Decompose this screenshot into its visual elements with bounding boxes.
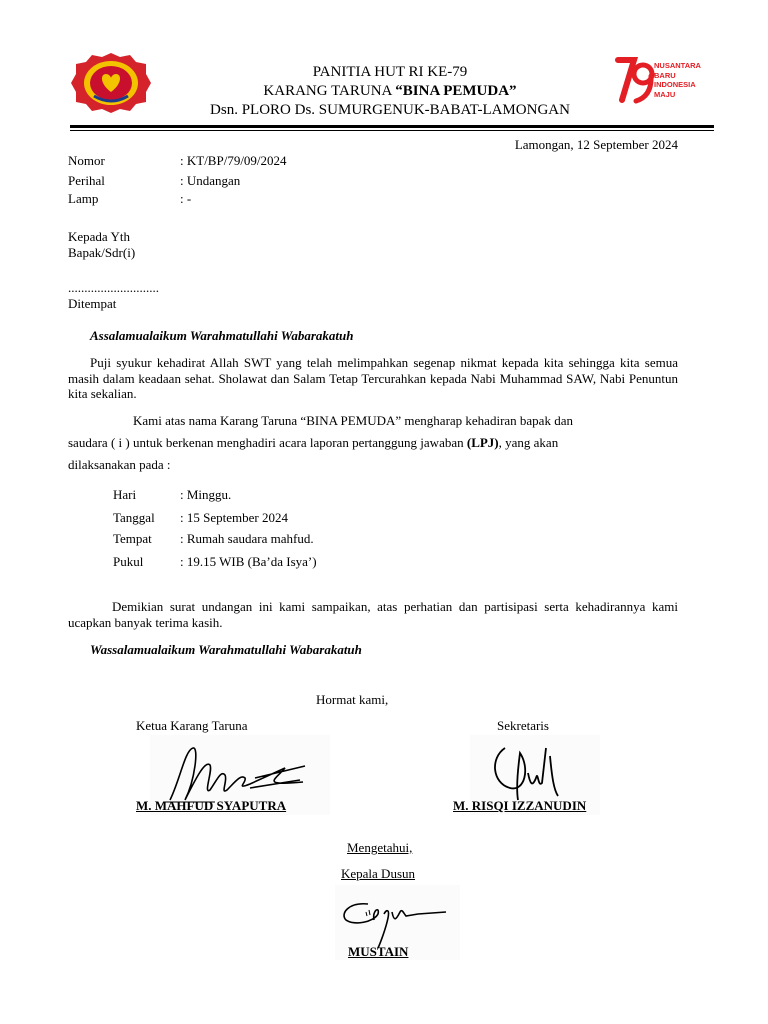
header-rule-thin — [70, 130, 714, 131]
letter-date: Lamongan, 12 September 2024 — [514, 137, 678, 152]
79-emblem-icon — [612, 54, 656, 108]
ketua-name: M. MAHFUD SYAPUTRA — [136, 798, 287, 813]
body-paragraph-3: Demikian surat undangan ini kami sampaikan, atas perhatian dan partisipasi serta kehadirannya kami ucapkan banyak terima kasih. — [68, 599, 678, 630]
event-label: Tempat — [113, 531, 152, 546]
sekretaris-signature-icon — [480, 738, 580, 804]
sekretaris-name: M. RISQI IZZANUDIN — [453, 798, 587, 813]
kepala-dusun-title: Kepala Dusun — [341, 866, 416, 881]
body-paragraph-1: Puji syukur kehadirat Allah SWT yang telah melimpahkan segenap nikmat kepada kita sehingga kita semua masih dalam keadaan sehat. Sholawat dan Salam Tetap Tercurahkan kepada Nabi Muhammad SAW, Nabi Penuntun kita sekalian. — [68, 355, 678, 401]
ketua-title: Ketua Karang Taruna — [136, 718, 248, 733]
event-label: Hari — [113, 487, 137, 502]
kepala-dusun-signature-icon — [338, 892, 453, 950]
recipient-place: Ditempat — [68, 296, 117, 311]
closing-greeting: Wassalamualaikum Warahmatullahi Wabarakatuh — [90, 642, 362, 657]
header-rule-thick — [70, 125, 714, 128]
mengetahui: Mengetahui, — [347, 840, 413, 855]
kepala-dusun-name: MUSTAIN — [348, 944, 409, 959]
hut-ri-79-logo — [612, 54, 712, 108]
body-paragraph-2-line2: saudara ( i ) untuk berkenan menghadiri acara laporan pertanggung jawaban (LPJ), yang akan — [68, 435, 559, 450]
meta-value: : KT/BP/79/09/2024 — [180, 153, 287, 168]
event-value: : Rumah saudara mahfud. — [180, 531, 314, 546]
event-label: Tanggal — [113, 510, 155, 525]
logo-tagline: NUSANTARA BARU INDONESIA MAJU — [654, 61, 701, 99]
event-value: : 15 September 2024 — [180, 510, 288, 525]
meta-label: Lamp — [68, 191, 99, 206]
header-organization: KARANG TARUNA “BINA PEMUDA” — [263, 83, 517, 99]
meta-value: : Undangan — [180, 173, 241, 188]
karang-taruna-logo — [70, 52, 152, 114]
body-paragraph-2-line1: Kami atas nama Karang Taruna “BINA PEMUDA” mengharap kehadiran bapak dan — [133, 413, 573, 428]
event-label: Pukul — [113, 554, 144, 569]
hormat-kami: Hormat kami, — [316, 692, 389, 707]
recipient-dots: ............................ — [68, 280, 159, 295]
meta-value: : - — [180, 191, 192, 206]
recipient-line1: Kepada Yth — [68, 229, 130, 244]
meta-label: Perihal — [68, 173, 105, 188]
meta-label: Nomor — [68, 153, 105, 168]
sekretaris-title: Sekretaris — [497, 718, 549, 733]
body-paragraph-2-line3: dilaksanakan pada : — [68, 457, 171, 472]
opening-greeting: Assalamualaikum Warahmatullahi Wabarakatuh — [90, 328, 354, 343]
header-committee: PANITIA HUT RI KE-79 — [312, 64, 468, 80]
header-address: Dsn. PLORO Ds. SUMURGENUK-BABAT-LAMONGAN — [210, 102, 570, 118]
event-value: : Minggu. — [180, 487, 232, 502]
event-value: : 19.15 WIB (Ba’da Isya’) — [180, 554, 317, 569]
recipient-line2: Bapak/Sdr(i) — [68, 245, 136, 260]
